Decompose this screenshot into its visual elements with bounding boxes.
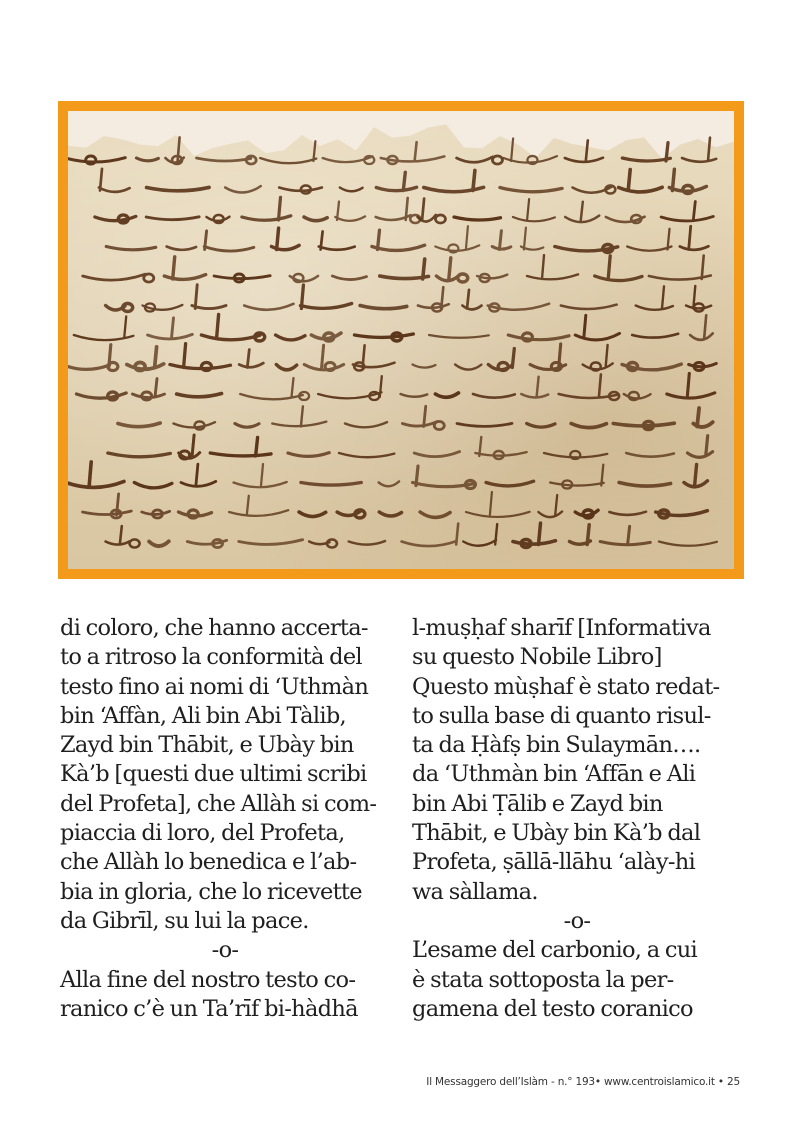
quran-manuscript-image	[68, 111, 734, 569]
left-line: Kà’b [questi due ultimi scribi	[60, 761, 367, 788]
left-line: to a ritroso la conformità del	[60, 644, 362, 671]
right-line: l-muṣḥaf sharīf [Informativa	[412, 615, 711, 641]
right-line: wa sàllama.	[412, 878, 538, 905]
right-line: Thābit, e Ubày bin Kà’b dal	[412, 820, 701, 847]
left-line: di coloro, che hanno accerta-	[60, 615, 368, 641]
left-line: che Allàh lo benedica e l’ab-	[60, 849, 357, 876]
right-line: bin Abi Ṭālib e Zayd bin	[412, 790, 663, 817]
left-line: bia in gloria, che lo ricevette	[60, 878, 362, 905]
right-line: da ‘Uthmàn bin ‘Affān e Ali	[412, 761, 696, 788]
left-line: testo fino ai nomi di ‘Uthmàn	[60, 673, 369, 700]
right-line: gamena del testo coranico	[412, 995, 693, 1022]
left-line: Alla fine del nostro testo co-	[60, 966, 356, 993]
right-line: to sulla base di quanto risul-	[412, 702, 711, 729]
right-line: Profeta, ṣāllā-llāhu ‘alày-hi	[412, 849, 696, 876]
right-line: su questo Nobile Libro]	[412, 644, 662, 671]
page-footer: Il Messaggero dell’Islàm - n.° 193• www.centroislamico.it • 25	[426, 1076, 740, 1088]
right-text-column	[412, 614, 742, 1024]
section-separator: -o-	[563, 907, 591, 934]
right-line: ta da Ḥàfṣ bin Sulaymān….	[412, 732, 701, 759]
section-separator: -o-	[211, 937, 239, 964]
left-line: del Profeta], che Allàh si com-	[60, 790, 377, 817]
left-line: da Gibrīl, su lui la pace.	[60, 907, 309, 934]
manuscript-script	[68, 111, 734, 569]
right-line: L’esame del carbonio, a cui	[412, 937, 698, 964]
left-line: Zayd bin Thābit, e Ubày bin	[60, 732, 354, 759]
manuscript-figure-frame	[58, 101, 744, 579]
right-line: è stata sottoposta la per-	[412, 966, 674, 993]
left-text-column	[60, 614, 390, 1024]
left-line: piaccia di loro, del Profeta,	[60, 820, 345, 847]
left-line: bin ‘Affàn, Ali bin Abi Tàlib,	[60, 702, 346, 729]
left-line: ranico c’è un Ta’rīf bi-hàdhā	[60, 995, 358, 1022]
right-line: Questo mùṣhaf è stato redat-	[412, 673, 720, 700]
